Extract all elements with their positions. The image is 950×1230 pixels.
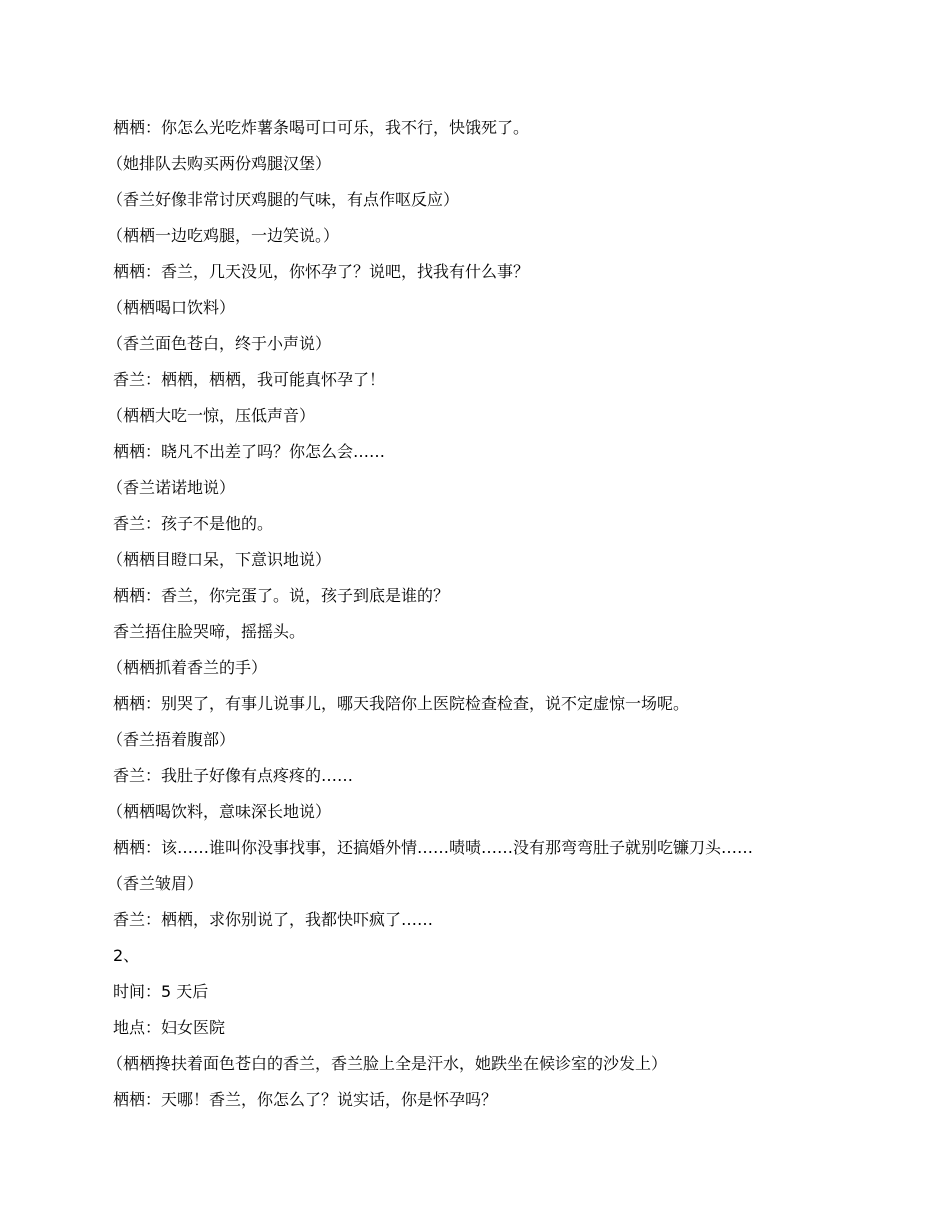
stage-direction: （香兰好像非常讨厌鸡腿的气味，有点作呕反应） xyxy=(107,190,460,209)
scene-number: 2、 xyxy=(113,946,140,965)
stage-direction: （栖栖大吃一惊，压低声音） xyxy=(107,406,316,425)
stage-direction: （栖栖喝口饮料） xyxy=(107,298,236,317)
dialogue-line: 香兰：孩子不是他的。 xyxy=(113,514,274,533)
stage-direction: （香兰皱眉） xyxy=(107,874,204,893)
stage-direction: （香兰面色苍白，终于小声说） xyxy=(107,334,332,353)
dialogue-line: 栖栖：别哭了，有事儿说事儿，哪天我陪你上医院检查检查，说不定虚惊一场呢。 xyxy=(113,694,690,713)
dialogue-line: 香兰：栖栖，求你别说了，我都快吓疯了…… xyxy=(113,910,434,929)
stage-direction: （她排队去购买两份鸡腿汉堡） xyxy=(107,154,332,173)
stage-direction: （栖栖抓着香兰的手） xyxy=(107,658,268,677)
scene-location: 地点：妇女医院 xyxy=(113,1018,226,1037)
stage-direction: （栖栖搀扶着面色苍白的香兰，香兰脸上全是汗水，她跌坐在候诊室的沙发上） xyxy=(107,1054,668,1073)
dialogue-line: 栖栖：你怎么光吃炸薯条喝可口可乐，我不行，快饿死了。 xyxy=(113,118,530,137)
dialogue-line: 栖栖：晓凡不出差了吗？你怎么会…… xyxy=(113,442,386,461)
dialogue-line: 栖栖：香兰，几天没见，你怀孕了？说吧，找我有什么事？ xyxy=(113,262,530,281)
stage-direction: （香兰捂着腹部） xyxy=(107,730,236,749)
dialogue-line: 香兰：我肚子好像有点疼疼的…… xyxy=(113,766,354,785)
stage-direction: （栖栖目瞪口呆，下意识地说） xyxy=(107,550,332,569)
stage-direction: （栖栖一边吃鸡腿，一边笑说。） xyxy=(107,226,340,245)
stage-direction: （香兰诺诺地说） xyxy=(107,478,236,497)
document-body xyxy=(107,110,873,1118)
narration-line: 香兰捂住脸哭啼，摇摇头。 xyxy=(113,622,306,641)
scene-time: 时间：5 天后 xyxy=(113,982,209,1001)
stage-direction: （栖栖喝饮料，意味深长地说） xyxy=(107,802,332,821)
dialogue-line: 栖栖：香兰，你完蛋了。说，孩子到底是谁的？ xyxy=(113,586,450,605)
dialogue-line: 栖栖：天哪！香兰，你怎么了？说实话，你是怀孕吗？ xyxy=(113,1090,498,1109)
dialogue-line: 栖栖：该……谁叫你没事找事，还搞婚外情……啧啧……没有那弯弯肚子就别吃镰刀头…… xyxy=(113,838,754,857)
dialogue-line: 香兰：栖栖，栖栖，我可能真怀孕了！ xyxy=(113,370,386,389)
